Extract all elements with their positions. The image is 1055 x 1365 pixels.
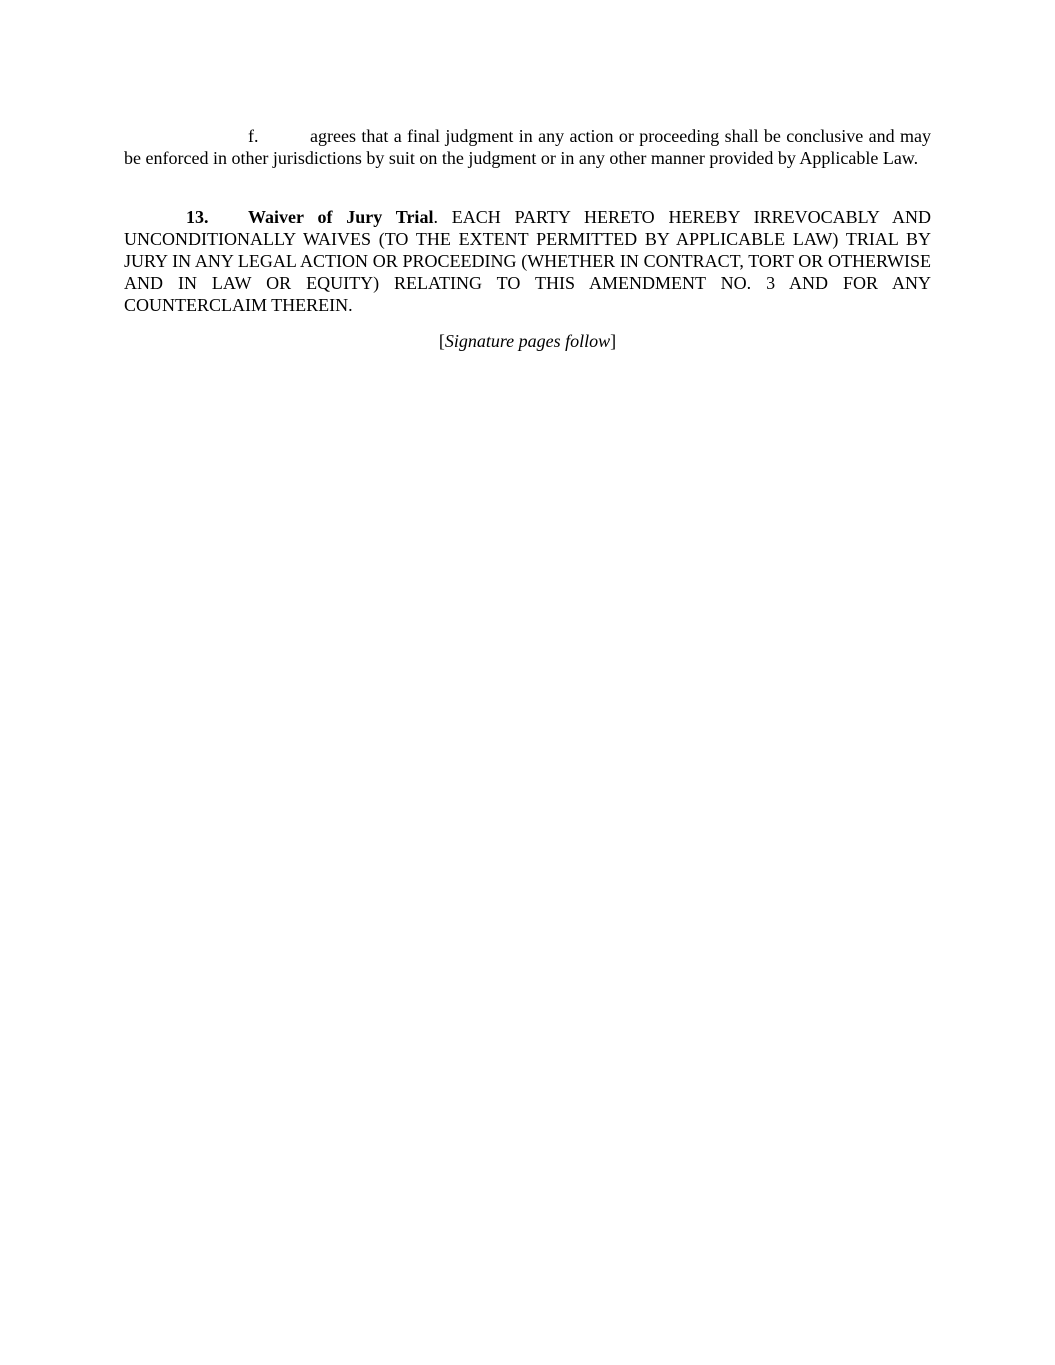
paragraph-f	[124, 125, 931, 169]
signature-pages-note	[0, 330, 1055, 352]
signature-open-bracket: [	[438, 331, 445, 351]
signature-note-text: Signature pages follow	[444, 331, 611, 351]
section-f-marker: f.	[248, 126, 259, 146]
section-13-heading: Waiver of Jury Trial	[248, 207, 434, 227]
section-13-number: 13.	[186, 207, 209, 227]
paragraph-13	[124, 206, 931, 316]
signature-close-bracket: ]	[610, 331, 617, 351]
section-f-text: agrees that a final judgment in any action or proceeding shall be conclusive and may be enforced in other jurisdictions by suit on the judgment or in any other manner provided by Applicable Law.	[124, 126, 931, 168]
section-13-text: . EACH PARTY HERETO HEREBY IRREVOCABLY AND UNCONDITIONALLY WAIVES (TO THE EXTENT PERMITTED BY APPLICABLE LAW) TRIAL BY JURY IN ANY LEGAL ACTION OR PROCEEDING (WHETHER IN CONTRACT, TORT OR OTHERWISE AND IN LAW OR EQUITY) RELATING TO THIS AMENDMENT NO. 3 AND FOR ANY COUNTERCLAIM THEREIN.	[124, 207, 931, 315]
